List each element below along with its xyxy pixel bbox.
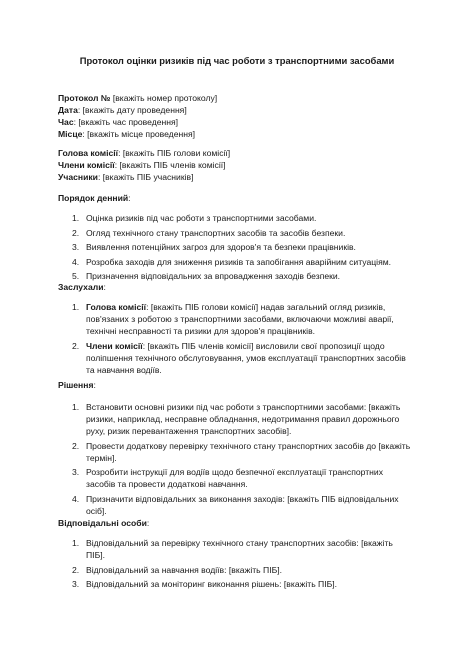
heard-item-number: 1. (72, 302, 80, 312)
decision-item-line: Призначити відповідальних за виконання заходів: [вкажіть ПІБ відповідальних (86, 493, 399, 504)
agenda-item (58, 270, 418, 282)
responsible-item-line: Відповідальний за моніторинг виконання рішень: [вкажіть ПІБ]. (86, 579, 338, 590)
date-value: : [вкажіть дату проведення] (77, 105, 187, 115)
responsible-item-line: Відповідальний за перевірку технічного стану транспортних засобів: [вкажіть (86, 538, 393, 548)
decisions-heading (58, 379, 96, 391)
protocol-number-line (58, 92, 418, 104)
time-value: : [вкажіть час проведення] (73, 117, 179, 127)
protocol-meta (58, 92, 418, 140)
agenda-item-number: 3. (72, 242, 80, 253)
head-line (58, 147, 418, 159)
decision-item-line: засобів та провести додаткові навчання. (86, 479, 248, 490)
agenda-item-text: Оцінка ризиків під час роботи з транспортними засобами. (86, 213, 317, 223)
date-label: Дата (58, 105, 78, 115)
protocol-number-value: [вкажіть номер протоколу] (110, 93, 218, 103)
heard-item-number: 2. (72, 340, 80, 351)
responsible-item-number: 2. (72, 564, 80, 575)
agenda-item-number: 1. (72, 213, 80, 223)
agenda-heading-colon: : (128, 193, 131, 203)
agenda-item-number: 2. (72, 227, 80, 238)
decision-item (58, 440, 418, 464)
members-line (58, 159, 418, 171)
decision-item-line: Розробити інструкції для водіїв щодо безпечної експлуатації транспортних (86, 467, 383, 478)
members-label: Члени комісії (58, 160, 115, 170)
decision-item-number: 2. (72, 440, 80, 451)
responsible-item (58, 564, 418, 576)
decision-item-number: 3. (72, 467, 80, 478)
heard-item (58, 340, 418, 376)
decisions-heading-colon: : (93, 380, 96, 390)
heard-item-line: технічні несправності та ризики для здоров'я працівників. (86, 326, 316, 336)
decision-item (58, 401, 418, 437)
agenda-item-text: Огляд технічного стану транспортних засобів та засобів безпеки. (86, 227, 346, 238)
agenda-item-number: 4. (72, 256, 80, 267)
heard-speaker-label: Члени комісії (86, 340, 143, 351)
agenda-list (58, 212, 418, 285)
agenda-item (58, 212, 418, 224)
agenda-item-text: Виявлення потенційних загроз для здоров'я та безпеки працівників. (86, 242, 356, 253)
responsible-heading (58, 517, 149, 529)
heard-heading (58, 281, 106, 293)
decisions-heading-text: Рішення (58, 380, 94, 390)
responsible-item (58, 537, 418, 561)
participants-value: : [вкажіть ПІБ учасників] (97, 172, 194, 182)
head-value: : [вкажіть ПІБ голови комісії] (118, 148, 231, 158)
heard-item-line: : [вкажіть ПІБ голови комісії] надав загальний огляд ризиків, (146, 302, 386, 312)
heard-item-line: пов'язаних з роботою з транспортними засобами, включаючи можливі аварії, (86, 314, 394, 324)
decision-item-line: осіб]. (86, 505, 107, 516)
agenda-item-text: Розробка заходів для зниження ризиків та запобігання аварійним ситуаціям. (86, 256, 392, 267)
heard-item-line: та навчання водіїв. (86, 364, 162, 375)
decision-item-number: 1. (72, 402, 80, 412)
heard-speaker-label: Голова комісії (86, 302, 147, 312)
decision-item (58, 493, 418, 517)
document-title: Протокол оцінки ризиків під час роботи з транспортними засобами (79, 55, 395, 66)
place-line (58, 128, 418, 140)
heard-heading-text: Заслухали (58, 282, 104, 292)
heard-list (58, 301, 418, 378)
decision-item (58, 466, 418, 490)
decision-item-line: Провести додаткову перевірку технічного стану транспортних засобів до [вкажіть (86, 440, 411, 451)
commission-block (58, 147, 418, 183)
participants-line (58, 171, 418, 183)
responsible-item-number: 1. (72, 538, 80, 548)
time-line (58, 116, 418, 128)
agenda-item-number: 5. (72, 271, 80, 282)
agenda-heading (58, 192, 131, 204)
agenda-item-text: Призначення відповідальних за впровадження заходів безпеки. (86, 271, 341, 282)
decision-item-number: 4. (72, 493, 80, 504)
members-value: : [вкажіть ПІБ членів комісії] (114, 160, 226, 170)
decision-item-line: Встановити основні ризики під час роботи з транспортними засобами: [вкажіть (86, 402, 401, 412)
decision-item-line: ризики, наприклад, несправне обладнання, недотримання правил дорожнього (86, 414, 400, 424)
responsible-item-line: Відповідальний за навчання водіїв: [вкажіть ПІБ]. (86, 564, 283, 575)
responsible-heading-colon: : (146, 518, 150, 528)
participants-label: Учасники (58, 172, 98, 182)
heard-item (58, 301, 418, 337)
heard-heading-colon: : (103, 282, 106, 292)
place-label: Місце (58, 129, 83, 139)
heard-item-line: поліпшення технічного обслуговування, умов експлуатації транспортних засобів (86, 352, 406, 363)
head-label: Голова комісії (58, 148, 119, 158)
responsible-item-line: ПІБ]. (86, 550, 105, 560)
responsible-heading-text: Відповідальні особи (58, 518, 147, 528)
agenda-item (58, 256, 418, 268)
responsible-list (58, 537, 418, 593)
responsible-item (58, 578, 418, 590)
decision-item-line: термін]. (86, 452, 117, 463)
agenda-item (58, 227, 418, 239)
date-line (58, 104, 418, 116)
agenda-item (58, 241, 418, 253)
agenda-heading-text: Порядок денний (58, 193, 129, 203)
heard-item-line: : [вкажіть ПІБ членів комісії] висловили свої пропозиції щодо (142, 340, 385, 351)
time-label: Час (58, 117, 74, 127)
responsible-item-number: 3. (72, 579, 80, 590)
place-value: : [вкажіть місце проведення] (82, 129, 196, 139)
protocol-number-label: Протокол № (58, 93, 111, 103)
decisions-list (58, 401, 418, 519)
decision-item-line: руху, ризик перевантаження транспортних засобів]. (86, 426, 292, 436)
